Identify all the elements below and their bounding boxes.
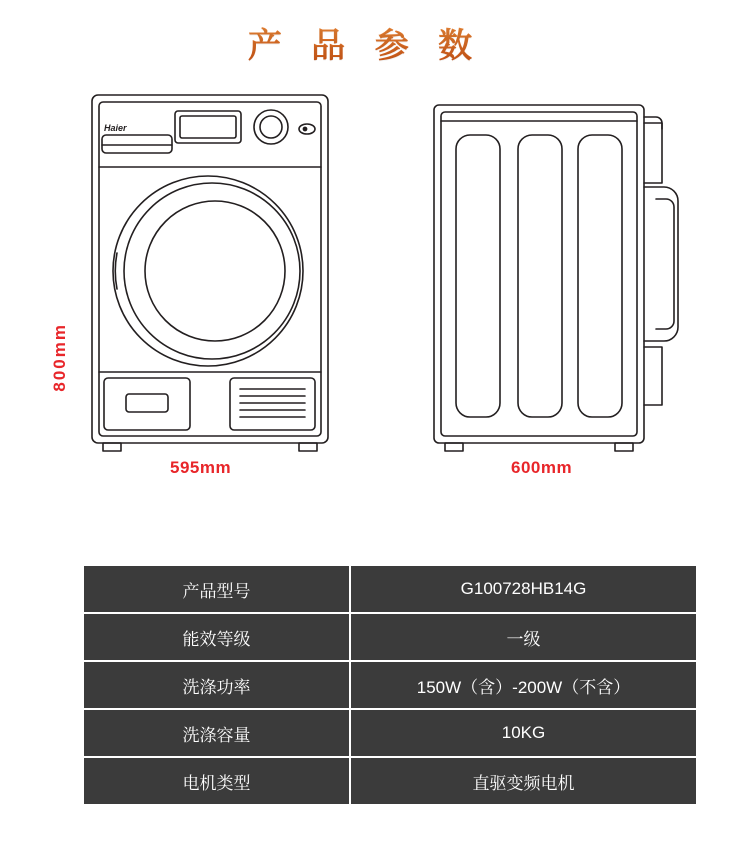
dimension-front-width-label: 595mm: [170, 458, 232, 477]
dimension-side-width-label: 600mm: [511, 458, 573, 477]
spec-label: 产品型号: [84, 566, 350, 613]
spec-label: 电机类型: [84, 757, 350, 804]
spec-value: 一级: [350, 613, 696, 661]
spec-label: 洗涤容量: [84, 709, 350, 757]
spec-label: 能效等级: [84, 613, 350, 661]
table-row: [84, 613, 696, 661]
spec-value: G100728HB14G: [350, 566, 696, 613]
page-title: 产 品 参 数: [0, 18, 730, 67]
spec-value: 150W（含）-200W（不含）: [350, 661, 696, 709]
product-dimension-diagram: [0, 75, 730, 505]
table-row: [84, 566, 696, 613]
table-row: [84, 757, 696, 804]
spec-label: 洗涤功率: [84, 661, 350, 709]
washing-machine-line-drawing: [0, 75, 730, 505]
table-row: [84, 709, 696, 757]
spec-value: 直驱变频电机: [350, 757, 696, 804]
brand-logo-text: Haier: [104, 123, 127, 133]
table-row: [84, 661, 696, 709]
spec-value: 10KG: [350, 709, 696, 757]
specification-table: [84, 566, 696, 804]
dimension-height-label: 800mm: [50, 323, 69, 392]
